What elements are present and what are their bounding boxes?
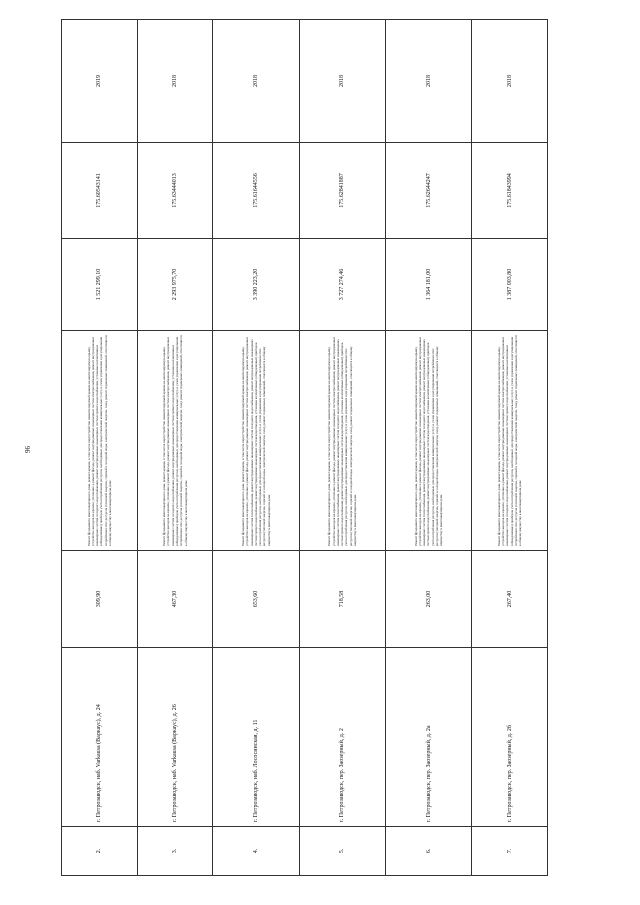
works-description-cell: Ремонт фундамента многоквартирного дома, ремонт крыши, в том числе переустройство невентилируемой крыши на вентилируемую крышу, устройство выходов на кровлю, утепление и ремонт фасада, ремонт внутридомовых инженерных систем электроснабжения, ремонт внутридомовых инженерных систем теплоснабжения, ремонт внутридомовых инженерных систем холодного водоснабжения, ремонт внутридомовых инженерных систем горячего водоснабжения, ремонт внутридомовых инженерных систем водоотведения, установка коллективных (общедомовых) приборов учета потребления ресурсов, необходимых для предоставления коммунальных услуг, и узлов управления и регулирования потребления этих ресурсов (тепловой энергии, горячей и холодной воды, электрической энергии, газа), ремонт подвальных помещений, относящихся к общему имуществу в многоквартирном доме xyxy=(385,331,471,551)
works-description-cell: Ремонт фундамента многоквартирного дома, ремонт крыши, в том числе переустройство невентилируемой крыши на вентилируемую крышу, устройство выходов на кровлю, утепление и ремонт фасада, ремонт внутридомовых инженерных систем электроснабжения, ремонт внутридомовых инженерных систем теплоснабжения, ремонт внутридомовых инженерных систем холодного водоснабжения, ремонт внутридомовых инженерных систем горячего водоснабжения, ремонт внутридомовых инженерных систем водоотведения, установка коллективных (общедомовых) приборов учета потребления ресурсов, необходимых для предоставления коммунальных услуг, и узлов управления и регулирования потребления этих ресурсов (тепловой энергии, горячей и холодной воды, электрической энергии, газа), ремонт подвальных помещений, относящихся к общему имуществу в многоквартирном доме xyxy=(299,331,385,551)
cost-cell: 3 727 274,46 xyxy=(299,239,385,331)
table-row xyxy=(472,20,548,876)
row-number: 3. xyxy=(137,827,213,876)
area-cell: 718,58 xyxy=(299,551,385,648)
year-cell: 2018 xyxy=(213,20,299,143)
area-cell: 467,30 xyxy=(137,551,213,648)
row-number: 7. xyxy=(472,827,548,876)
cadastral-number-cell: 175.63444013 xyxy=(137,143,213,239)
row-number: 2. xyxy=(62,827,138,876)
address-cell: г. Петрозаводск, наб. Лососинская, д. 11 xyxy=(213,648,299,827)
cadastral-number-cell: 175.62644247 xyxy=(385,143,471,239)
year-cell: 2019 xyxy=(62,20,138,143)
row-number: 4. xyxy=(213,827,299,876)
area-cell: 263,00 xyxy=(385,551,471,648)
address-cell: г. Петрозаводск, пер. Заозерный, д. 2а xyxy=(385,648,471,827)
cadastral-number-cell: 175.61843994 xyxy=(472,143,548,239)
capital-repair-table xyxy=(61,19,548,876)
address-cell: г. Петрозаводск, наб. Varkausa (Варкаус), д. 26 xyxy=(137,648,213,827)
cadastral-number-cell: 175.61644556 xyxy=(213,143,299,239)
year-cell: 2018 xyxy=(385,20,471,143)
cost-cell: 1 387 003,80 xyxy=(472,239,548,331)
cadastral-number-cell: 175.60543141 xyxy=(62,143,138,239)
address-cell: г. Петрозаводск, наб. Varkausa (Варкаус), д. 24 xyxy=(62,648,138,827)
cost-cell: 2 293 975,70 xyxy=(137,239,213,331)
address-cell: г. Петрозаводск, пер. Заозерный, д. 2 xyxy=(299,648,385,827)
year-cell: 2018 xyxy=(137,20,213,143)
year-cell: 2018 xyxy=(299,20,385,143)
cost-cell: 3 390 223,20 xyxy=(213,239,299,331)
works-description-cell: Ремонт фундамента многоквартирного дома, ремонт крыши, в том числе переустройство невентилируемой крыши на вентилируемую крышу, устройство выходов на кровлю, утепление и ремонт фасада, ремонт внутридомовых инженерных систем электроснабжения, ремонт внутридомовых инженерных систем холодного водоснабжения, ремонт внутридомовых инженерных систем горячего водоснабжения, установка коллективных (общедомовых) приборов учета потребления ресурсов, необходимых для предоставления коммунальных услуг, и узлов управления и регулирования потребления этих ресурсов (тепловой энергии, горячей и холодной воды, электрической энергии, газа), ремонт подвальных помещений, относящихся к общему имуществу в многоквартирном доме xyxy=(62,331,138,551)
year-cell: 2018 xyxy=(472,20,548,143)
table-row xyxy=(385,20,471,876)
table-row xyxy=(299,20,385,876)
row-number: 6. xyxy=(385,827,471,876)
area-cell: 309,90 xyxy=(62,551,138,648)
table-body xyxy=(62,20,548,876)
area-cell: 267,40 xyxy=(472,551,548,648)
works-description-cell: Ремонт фундамента многоквартирного дома, ремонт крыши, в том числе переустройство невентилируемой крыши на вентилируемую крышу, устройство выходов на кровлю, утепление и ремонт фасада, ремонт внутридомовых инженерных систем электроснабжения, ремонт внутридомовых инженерных систем холодного водоснабжения, ремонт внутридомовых инженерных систем горячего водоснабжения, установка коллективных (общедомовых) приборов учета потребления ресурсов, необходимых для предоставления коммунальных услуг, и узлов управления и регулирования потребления этих ресурсов (тепловой энергии, горячей и холодной воды, электрической энергии, газа), ремонт подвальных помещений, относящихся к общему имуществу в многоквартирном доме xyxy=(137,331,213,551)
rotated-table-container xyxy=(61,75,548,876)
table-row xyxy=(213,20,299,876)
cost-cell: 1 521 299,10 xyxy=(62,239,138,331)
page-number: 96 xyxy=(24,446,32,453)
table-row xyxy=(137,20,213,876)
address-cell: г. Петрозаводск, пер. Заозерный, д. 2б xyxy=(472,648,548,827)
works-description-cell: Ремонт фундамента многоквартирного дома, ремонт крыши, в том числе переустройство невентилируемой крыши на вентилируемую крышу, устройство выходов на кровлю, утепление и ремонт фасада, ремонт внутридомовых инженерных систем электроснабжения, ремонт внутридомовых инженерных систем холодного водоснабжения, ремонт внутридомовых инженерных систем горячего водоснабжения, установка коллективных (общедомовых) приборов учета потребления ресурсов, необходимых для предоставления коммунальных услуг, и узлов управления и регулирования потребления этих ресурсов (тепловой энергии, горячей и холодной воды, электрической энергии, газа), ремонт подвальных помещений, относящихся к общему имуществу в многоквартирном доме xyxy=(472,331,548,551)
table-row xyxy=(62,20,138,876)
area-cell: 653,60 xyxy=(213,551,299,648)
row-number: 5. xyxy=(299,827,385,876)
cadastral-number-cell: 175.62841887 xyxy=(299,143,385,239)
cost-cell: 1 364 181,00 xyxy=(385,239,471,331)
works-description-cell: Ремонт фундамента многоквартирного дома, ремонт крыши, в том числе переустройство невентилируемой крыши на вентилируемую крышу, устройство выходов на кровлю, утепление и ремонт фасада, ремонт внутридомовых инженерных систем электроснабжения, ремонт внутридомовых инженерных систем теплоснабжения, ремонт внутридомовых инженерных систем холодного водоснабжения, ремонт внутридомовых инженерных систем горячего водоснабжения, ремонт внутридомовых инженерных систем водоотведения, установка коллективных (общедомовых) приборов учета потребления ресурсов, необходимых для предоставления коммунальных услуг, и узлов управления и регулирования потребления этих ресурсов (тепловой энергии, горячей и холодной воды, электрической энергии, газа), ремонт подвальных помещений, относящихся к общему имуществу в многоквартирном доме xyxy=(213,331,299,551)
